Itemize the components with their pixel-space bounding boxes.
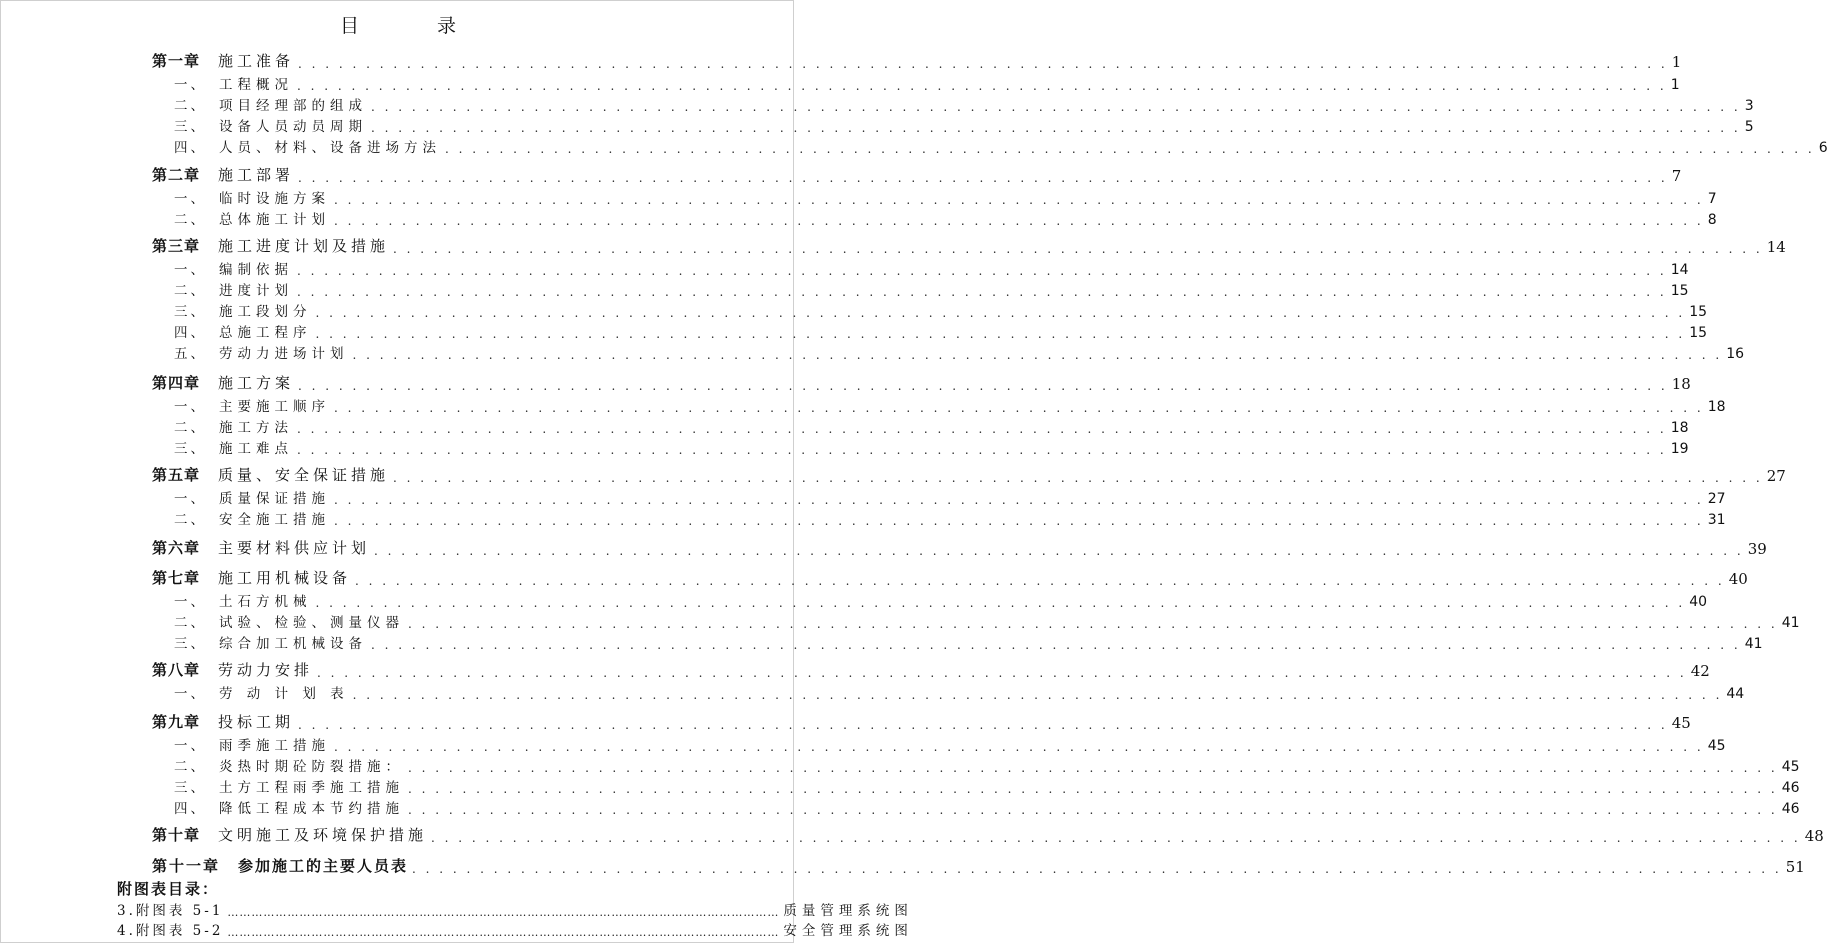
- toc-section-row[interactable]: [174, 681, 1745, 702]
- toc-chapter-row[interactable]: [152, 371, 1691, 393]
- leader-ellipsis: …………………………………………………………………………………………………………………………: [227, 926, 780, 939]
- leader-dots: . . . . . . . . . . . . . . . . . . . . . . . . . . . . . . . . . . . . . . . . . . . . . . . . . . . . . . . . . . . . . . . . . . . . . . . . . . . . . . . . . . . . . . . . . . . . . . . . . . . . .: [393, 471, 1763, 485]
- toc-chapter-row[interactable]: [152, 234, 1786, 256]
- chapter-title: 主要材料供应计划: [218, 539, 371, 557]
- section-number: 二、: [174, 615, 207, 631]
- leader-dots: . . . . . . . . . . . . . . . . . . . . . . . . . . . . . . . . . . . . . . . . . . . . . . . . . . . . . . . . . . . . . . . . . . . . . . . . . . . . . . . . . . . . . . . . . . . . . . . . . . . . .: [334, 193, 1704, 207]
- toc-section-row[interactable]: [174, 341, 1745, 362]
- page-number: 18: [1671, 375, 1691, 393]
- appendix-heading: 附图表目录：: [117, 880, 220, 898]
- section-title: 降低工程成本节约措施: [219, 801, 404, 817]
- toc-section-row[interactable]: [174, 436, 1689, 457]
- page-number: 45: [1671, 714, 1691, 732]
- section-title: 进度计划: [219, 283, 293, 299]
- section-title: 综合加工机械设备: [219, 636, 367, 652]
- page-number: 39: [1747, 540, 1767, 558]
- page-number: 19: [1670, 441, 1689, 457]
- page-number: 45: [1707, 738, 1726, 754]
- leader-dots: . . . . . . . . . . . . . . . . . . . . . . . . . . . . . . . . . . . . . . . . . . . . . . . . . . . . . . . . . . . . . . . . . . . . . . . . . . . . . . . . . . . . . . . . . . . . . . . . . . . . .: [352, 348, 1723, 362]
- page-number: 18: [1670, 420, 1689, 436]
- section-number: 一、: [174, 738, 207, 754]
- page-number: 7: [1707, 191, 1717, 207]
- section-title: 雨季施工措施: [219, 738, 330, 754]
- leader-dots: . . . . . . . . . . . . . . . . . . . . . . . . . . . . . . . . . . . . . . . . . . . . . . . . . . . . . . . . . . . . . . . . . . . . . . . . . . . . . . . . . . . . . . . . . . . . . . . . . . . . .: [297, 79, 1667, 93]
- chapter-title: 施工方案: [218, 374, 295, 392]
- chapter-number: 第八章: [152, 661, 201, 679]
- toc-chapter-row[interactable]: [152, 710, 1691, 732]
- page-number: 18: [1707, 399, 1726, 415]
- chapter-title: 质量、安全保证措施: [218, 466, 390, 484]
- section-title: 土方工程雨季施工措施: [219, 780, 404, 796]
- section-number: 二、: [174, 759, 207, 775]
- section-number: 三、: [174, 441, 207, 457]
- leader-dots: . . . . . . . . . . . . . . . . . . . . . . . . . . . . . . . . . . . . . . . . . . . . . . . . . . . . . . . . . . . . . . . . . . . . . . . . . . . . . . . . . . . . . . . . . . . . . . . . . . . . .: [355, 574, 1725, 588]
- toc-section-row[interactable]: [174, 775, 1800, 796]
- section-title: 质量保证措施: [219, 491, 330, 507]
- toc-section-row[interactable]: [174, 135, 1828, 156]
- page-number: 46: [1781, 801, 1800, 817]
- page-title: 目 录: [339, 15, 493, 37]
- section-number: 一、: [174, 77, 207, 93]
- page-number: 46: [1781, 780, 1800, 796]
- leader-dots: . . . . . . . . . . . . . . . . . . . . . . . . . . . . . . . . . . . . . . . . . . . . . . . . . . . . . . . . . . . . . . . . . . . . . . . . . . . . . . . . . . . . . . . . . . . . . . . . . . . . .: [315, 306, 1686, 320]
- toc-chapter-row[interactable]: [152, 536, 1767, 558]
- chapter-number: 第九章: [152, 713, 201, 731]
- page-number: 31: [1707, 512, 1726, 528]
- leader-dots: . . . . . . . . . . . . . . . . . . . . . . . . . . . . . . . . . . . . . . . . . . . . . . . . . . . . . . . . . . . . . . . . . . . . . . . . . . . . . . . . . . . . . . . . . . . . . . . . . . . . .: [408, 803, 1778, 817]
- section-number: 二、: [174, 283, 207, 299]
- leader-dots: . . . . . . . . . . . . . . . . . . . . . . . . . . . . . . . . . . . . . . . . . . . . . . . . . . . . . . . . . . . . . . . . . . . . . . . . . . . . . . . . . . . . . . . . . . . . . . . . . . . . .: [298, 171, 1668, 185]
- toc-chapter-row[interactable]: [152, 463, 1786, 485]
- section-title: 施工难点: [219, 441, 293, 457]
- toc-section-row[interactable]: [174, 320, 1708, 341]
- section-number: 一、: [174, 491, 207, 507]
- section-number: 三、: [174, 304, 207, 320]
- section-number: 三、: [174, 780, 207, 796]
- section-number: 一、: [174, 399, 207, 415]
- appendix-item[interactable]: [117, 919, 913, 939]
- toc-chapter-row[interactable]: [152, 658, 1710, 680]
- section-title: 工程概况: [219, 77, 293, 93]
- section-number: 五、: [174, 346, 207, 362]
- toc-chapter-row[interactable]: [152, 823, 1824, 845]
- leader-dots: . . . . . . . . . . . . . . . . . . . . . . . . . . . . . . . . . . . . . . . . . . . . . . . . . . . . . . . . . . . . . . . . . . . . . . . . . . . . . . . . . . . . . . . . . . . . . . . . . . . . .: [317, 666, 1687, 680]
- leader-dots: . . . . . . . . . . . . . . . . . . . . . . . . . . . . . . . . . . . . . . . . . . . . . . . . . . . . . . . . . . . . . . . . . . . . . . . . . . . . . . . . . . . . . . . . . . . . . . . . . . . . .: [297, 264, 1667, 278]
- section-title: 设备人员动员周期: [219, 119, 367, 135]
- leader-ellipsis: …………………………………………………………………………………………………………………………: [227, 906, 780, 919]
- section-number: 二、: [174, 420, 207, 436]
- chapter-title: 施工准备: [218, 52, 295, 70]
- leader-dots: . . . . . . . . . . . . . . . . . . . . . . . . . . . . . . . . . . . . . . . . . . . . . . . . . . . . . . . . . . . . . . . . . . . . . . . . . . . . . . . . . . . . . . . . . . . . . . . . . . . . .: [408, 782, 1778, 796]
- section-number: 二、: [174, 98, 207, 114]
- appendix-label: 4.附图表 5-2: [117, 923, 224, 939]
- chapter-number: 第四章: [152, 374, 201, 392]
- page-number: 5: [1744, 119, 1754, 135]
- chapter-title: 施工部署: [218, 166, 295, 184]
- leader-dots: . . . . . . . . . . . . . . . . . . . . . . . . . . . . . . . . . . . . . . . . . . . . . . . . . . . . . . . . . . . . . . . . . . . . . . . . . . . . . . . . . . . . . . . . . . . . . . . . . . . . .: [408, 761, 1778, 775]
- leader-dots: . . . . . . . . . . . . . . . . . . . . . . . . . . . . . . . . . . . . . . . . . . . . . . . . . . . . . . . . . . . . . . . . . . . . . . . . . . . . . . . . . . . . . . . . . . . . . . . . . . . . .: [445, 142, 1815, 156]
- toc-section-row[interactable]: [174, 207, 1717, 228]
- section-title: 安全施工措施: [219, 512, 330, 528]
- section-title: 土石方机械: [219, 594, 312, 610]
- appendix-title: 质量管理系统图: [783, 903, 913, 919]
- page-number: 14: [1670, 262, 1689, 278]
- section-number: 二、: [174, 212, 207, 228]
- section-title: 总施工程序: [219, 325, 312, 341]
- toc-chapter-row[interactable]: [152, 854, 1805, 876]
- leader-dots: . . . . . . . . . . . . . . . . . . . . . . . . . . . . . . . . . . . . . . . . . . . . . . . . . . . . . . . . . . . . . . . . . . . . . . . . . . . . . . . . . . . . . . . . . . . . . . . . . . . . .: [298, 718, 1668, 732]
- toc-section-row[interactable]: [174, 733, 1726, 754]
- leader-dots: . . . . . . . . . . . . . . . . . . . . . . . . . . . . . . . . . . . . . . . . . . . . . . . . . . . . . . . . . . . . . . . . . . . . . . . . . . . . . . . . . . . . . . . . . . . . . . . . . . . . .: [298, 57, 1668, 71]
- chapter-title: 文明施工及环境保护措施: [218, 826, 428, 844]
- toc-section-row[interactable]: [174, 486, 1726, 507]
- page-number: 41: [1744, 636, 1763, 652]
- leader-dots: . . . . . . . . . . . . . . . . . . . . . . . . . . . . . . . . . . . . . . . . . . . . . . . . . . . . . . . . . . . . . . . . . . . . . . . . . . . . . . . . . . . . . . . . . . . . . . . . . . . . .: [297, 285, 1667, 299]
- chapter-number: 第十一章: [152, 857, 221, 875]
- page-number: 8: [1707, 212, 1717, 228]
- page-number: 6: [1818, 140, 1828, 156]
- page-number: 41: [1781, 615, 1800, 631]
- page-number: 16: [1726, 346, 1745, 362]
- page-number: 3: [1744, 98, 1754, 114]
- chapter-title: 施工进度计划及措施: [218, 237, 390, 255]
- toc-section-row[interactable]: [174, 278, 1689, 299]
- toc-section-row[interactable]: [174, 796, 1800, 817]
- toc-section-row[interactable]: [174, 72, 1680, 93]
- leader-dots: . . . . . . . . . . . . . . . . . . . . . . . . . . . . . . . . . . . . . . . . . . . . . . . . . . . . . . . . . . . . . . . . . . . . . . . . . . . . . . . . . . . . . . . . . . . . . . . . . . . . .: [374, 544, 1744, 558]
- chapter-title: 施工用机械设备: [218, 569, 352, 587]
- leader-dots: . . . . . . . . . . . . . . . . . . . . . . . . . . . . . . . . . . . . . . . . . . . . . . . . . . . . . . . . . . . . . . . . . . . . . . . . . . . . . . . . . . . . . . . . . . . . . . . . . . . . .: [298, 379, 1668, 393]
- leader-dots: . . . . . . . . . . . . . . . . . . . . . . . . . . . . . . . . . . . . . . . . . . . . . . . . . . . . . . . . . . . . . . . . . . . . . . . . . . . . . . . . . . . . . . . . . . . . . . . . . . . . .: [297, 443, 1667, 457]
- page-number: 1: [1671, 53, 1682, 71]
- leader-dots: . . . . . . . . . . . . . . . . . . . . . . . . . . . . . . . . . . . . . . . . . . . . . . . . . . . . . . . . . . . . . . . . . . . . . . . . . . . . . . . . . . . . . . . . . . . . . . . . . . . . .: [393, 242, 1763, 256]
- leader-dots: . . . . . . . . . . . . . . . . . . . . . . . . . . . . . . . . . . . . . . . . . . . . . . . . . . . . . . . . . . . . . . . . . . . . . . . . . . . . . . . . . . . . . . . . . . . . . . . . . . . . .: [412, 862, 1782, 876]
- section-title: 总体施工计划: [219, 212, 330, 228]
- section-title: 主要施工顺序: [219, 399, 330, 415]
- appendix-title: 安全管理系统图: [783, 923, 913, 939]
- section-title: 施工段划分: [219, 304, 312, 320]
- chapter-number: 第五章: [152, 466, 201, 484]
- leader-dots: . . . . . . . . . . . . . . . . . . . . . . . . . . . . . . . . . . . . . . . . . . . . . . . . . . . . . . . . . . . . . . . . . . . . . . . . . . . . . . . . . . . . . . . . . . . . . . . . . . . . .: [315, 596, 1686, 610]
- section-title: 炎热时期砼防裂措施：: [219, 759, 404, 775]
- section-number: 一、: [174, 686, 207, 702]
- toc-section-row[interactable]: [174, 186, 1717, 207]
- page-number: 27: [1707, 491, 1726, 507]
- section-number: 一、: [174, 594, 207, 610]
- chapter-title: 投标工期: [218, 713, 295, 731]
- chapter-number: 第一章: [152, 52, 201, 70]
- leader-dots: . . . . . . . . . . . . . . . . . . . . . . . . . . . . . . . . . . . . . . . . . . . . . . . . . . . . . . . . . . . . . . . . . . . . . . . . . . . . . . . . . . . . . . . . . . . . . . . . . . . . .: [431, 831, 1801, 845]
- toc-section-row[interactable]: [174, 114, 1754, 135]
- section-number: 一、: [174, 262, 207, 278]
- leader-dots: . . . . . . . . . . . . . . . . . . . . . . . . . . . . . . . . . . . . . . . . . . . . . . . . . . . . . . . . . . . . . . . . . . . . . . . . . . . . . . . . . . . . . . . . . . . . . . . . . . . . .: [334, 401, 1704, 415]
- section-number: 四、: [174, 801, 207, 817]
- page-number: 14: [1766, 238, 1786, 256]
- page-number: 15: [1689, 304, 1708, 320]
- toc-section-row[interactable]: [174, 507, 1726, 528]
- leader-dots: . . . . . . . . . . . . . . . . . . . . . . . . . . . . . . . . . . . . . . . . . . . . . . . . . . . . . . . . . . . . . . . . . . . . . . . . . . . . . . . . . . . . . . . . . . . . . . . . . . . . .: [371, 100, 1741, 114]
- toc-section-row[interactable]: [174, 610, 1800, 631]
- appendix-label: 3.附图表 5-1: [117, 903, 224, 919]
- chapter-number: 第二章: [152, 166, 201, 184]
- section-title: 人员、材料、设备进场方法: [219, 140, 441, 156]
- toc-section-row[interactable]: [174, 257, 1689, 278]
- leader-dots: . . . . . . . . . . . . . . . . . . . . . . . . . . . . . . . . . . . . . . . . . . . . . . . . . . . . . . . . . . . . . . . . . . . . . . . . . . . . . . . . . . . . . . . . . . . . . . . . . . . . .: [371, 638, 1741, 652]
- chapter-title: 劳动力安排: [218, 661, 314, 679]
- page-number: 1: [1670, 77, 1680, 93]
- leader-dots: . . . . . . . . . . . . . . . . . . . . . . . . . . . . . . . . . . . . . . . . . . . . . . . . . . . . . . . . . . . . . . . . . . . . . . . . . . . . . . . . . . . . . . . . . . . . . . . . . . . . .: [334, 214, 1704, 228]
- section-title: 试验、检验、测量仪器: [219, 615, 404, 631]
- leader-dots: . . . . . . . . . . . . . . . . . . . . . . . . . . . . . . . . . . . . . . . . . . . . . . . . . . . . . . . . . . . . . . . . . . . . . . . . . . . . . . . . . . . . . . . . . . . . . . . . . . . . .: [297, 422, 1667, 436]
- toc-section-row[interactable]: [174, 394, 1726, 415]
- page-number: 15: [1670, 283, 1689, 299]
- section-title: 项目经理部的组成: [219, 98, 367, 114]
- section-title: 施工方法: [219, 420, 293, 436]
- leader-dots: . . . . . . . . . . . . . . . . . . . . . . . . . . . . . . . . . . . . . . . . . . . . . . . . . . . . . . . . . . . . . . . . . . . . . . . . . . . . . . . . . . . . . . . . . . . . . . . . . . . . .: [408, 617, 1778, 631]
- page-number: 27: [1766, 467, 1786, 485]
- section-title: 临时设施方案: [219, 191, 330, 207]
- section-number: 三、: [174, 636, 207, 652]
- toc-chapter-row[interactable]: [152, 163, 1682, 185]
- appendix-item[interactable]: [117, 899, 913, 919]
- chapter-title: 参加施工的主要人员表: [238, 857, 409, 875]
- section-number: 三、: [174, 119, 207, 135]
- section-number: 四、: [174, 325, 207, 341]
- section-title: 劳 动 计 划 表: [219, 686, 349, 702]
- toc-section-row[interactable]: [174, 589, 1708, 610]
- page-number: 15: [1689, 325, 1708, 341]
- leader-dots: . . . . . . . . . . . . . . . . . . . . . . . . . . . . . . . . . . . . . . . . . . . . . . . . . . . . . . . . . . . . . . . . . . . . . . . . . . . . . . . . . . . . . . . . . . . . . . . . . . . . .: [334, 493, 1704, 507]
- toc-chapter-row[interactable]: [152, 49, 1682, 71]
- page-number: 42: [1690, 662, 1710, 680]
- toc-section-row[interactable]: [174, 754, 1800, 775]
- section-title: 劳动力进场计划: [219, 346, 349, 362]
- leader-dots: . . . . . . . . . . . . . . . . . . . . . . . . . . . . . . . . . . . . . . . . . . . . . . . . . . . . . . . . . . . . . . . . . . . . . . . . . . . . . . . . . . . . . . . . . . . . . . . . . . . . .: [352, 688, 1723, 702]
- page-number: 44: [1726, 686, 1745, 702]
- page-number: 40: [1689, 594, 1708, 610]
- section-number: 四、: [174, 140, 207, 156]
- toc-section-row[interactable]: [174, 299, 1708, 320]
- toc-chapter-row[interactable]: [152, 566, 1748, 588]
- chapter-number: 第七章: [152, 569, 201, 587]
- section-number: 一、: [174, 191, 207, 207]
- leader-dots: . . . . . . . . . . . . . . . . . . . . . . . . . . . . . . . . . . . . . . . . . . . . . . . . . . . . . . . . . . . . . . . . . . . . . . . . . . . . . . . . . . . . . . . . . . . . . . . . . . . . .: [315, 327, 1686, 341]
- section-title: 编制依据: [219, 262, 293, 278]
- toc-section-row[interactable]: [174, 415, 1689, 436]
- chapter-number: 第六章: [152, 539, 201, 557]
- page-number: 51: [1785, 858, 1805, 876]
- page-number: 40: [1728, 570, 1748, 588]
- page-number: 48: [1804, 827, 1824, 845]
- leader-dots: . . . . . . . . . . . . . . . . . . . . . . . . . . . . . . . . . . . . . . . . . . . . . . . . . . . . . . . . . . . . . . . . . . . . . . . . . . . . . . . . . . . . . . . . . . . . . . . . . . . . .: [334, 740, 1704, 754]
- page-number: 7: [1671, 167, 1682, 185]
- toc-section-row[interactable]: [174, 93, 1754, 114]
- section-number: 二、: [174, 512, 207, 528]
- chapter-number: 第十章: [152, 826, 201, 844]
- chapter-number: 第三章: [152, 237, 201, 255]
- page-number: 45: [1781, 759, 1800, 775]
- leader-dots: . . . . . . . . . . . . . . . . . . . . . . . . . . . . . . . . . . . . . . . . . . . . . . . . . . . . . . . . . . . . . . . . . . . . . . . . . . . . . . . . . . . . . . . . . . . . . . . . . . . . .: [334, 514, 1704, 528]
- leader-dots: . . . . . . . . . . . . . . . . . . . . . . . . . . . . . . . . . . . . . . . . . . . . . . . . . . . . . . . . . . . . . . . . . . . . . . . . . . . . . . . . . . . . . . . . . . . . . . . . . . . . .: [371, 121, 1741, 135]
- toc-section-row[interactable]: [174, 631, 1763, 652]
